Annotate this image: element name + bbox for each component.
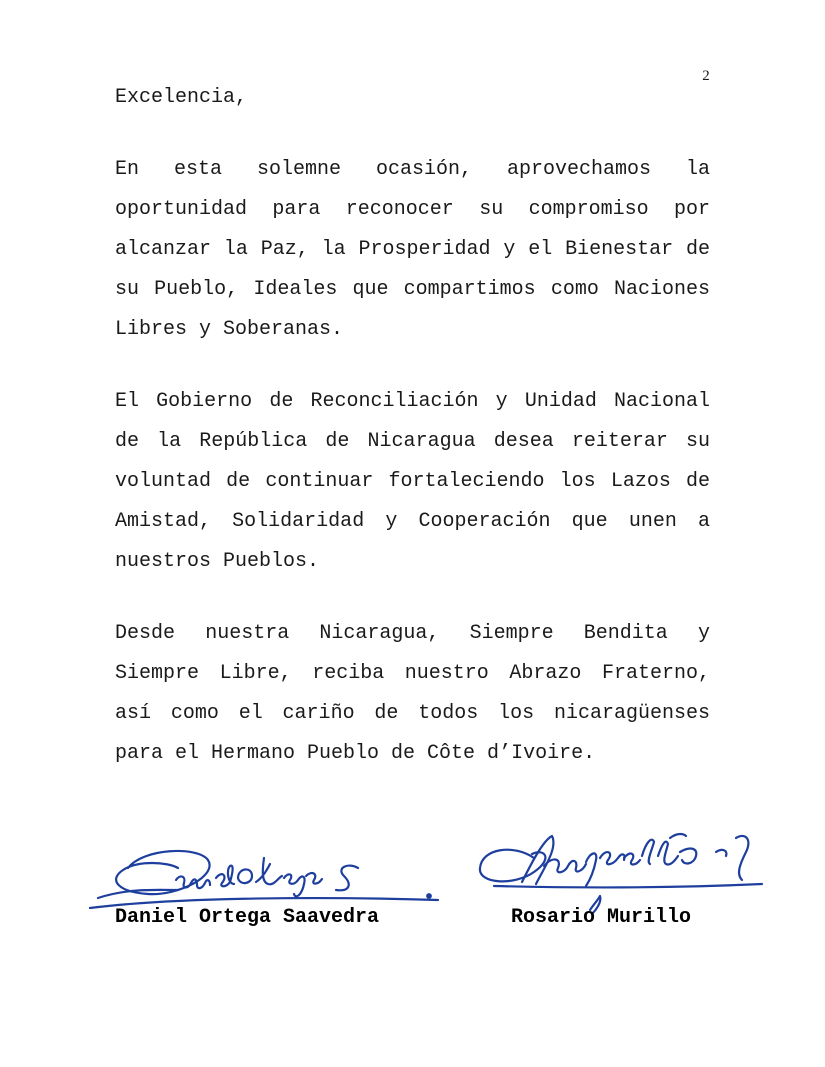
paragraph-1: En esta solemne ocasión, aprovechamos la oportunidad para reconocer su compromiso por alcanzar la Paz, la Prosperidad y el Bienestar de su Pueblo, Ideales que compartimos como Naciones Libres y Soberanas. <box>115 158 710 341</box>
paragraph-3: Desde nuestra Nicaragua, Siempre Bendita y Siempre Libre, reciba nuestro Abrazo Fraterno, así como el cariño de todos los nicaragüenses para el Hermano Pueblo de Côte d’Ivoire. <box>115 622 710 765</box>
signatory-name-daniel-ortega: Daniel Ortega Saavedra <box>115 906 380 929</box>
letter-body <box>115 78 710 774</box>
page-number: 2 <box>702 68 710 84</box>
salutation: Excelencia, <box>115 86 248 109</box>
signature-block <box>0 818 825 938</box>
paragraph-2: El Gobierno de Reconciliación y Unidad Nacional de la República de Nicaragua desea reiterar su voluntad de continuar fortaleciendo los Lazos de Amistad, Solidaridad y Cooperación que unen a nuestros Pueblos. <box>115 390 710 573</box>
signatory-name-rosario-murillo: Rosario Murillo <box>511 906 692 929</box>
